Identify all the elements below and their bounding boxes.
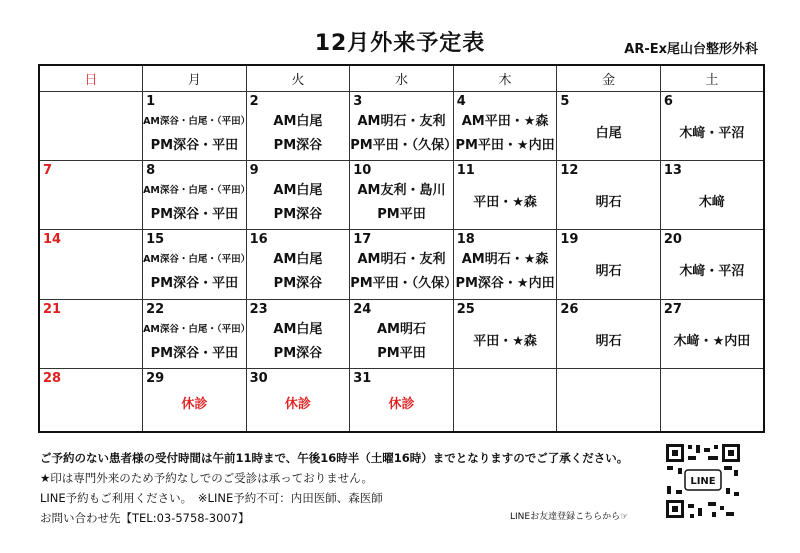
doctor-schedule: AM友利・島川: [357, 183, 446, 199]
day-number: 13: [663, 163, 682, 179]
weekday-fri: 金: [557, 65, 661, 92]
doctor-schedule: AM明石・友利: [357, 114, 446, 129]
day-cell: [350, 230, 458, 299]
day-number: 27: [663, 301, 682, 317]
weekday-tue: 火: [246, 65, 350, 92]
doctor-schedule: 白尾: [595, 126, 622, 141]
doctor-schedule: 明石: [595, 333, 622, 349]
doctor-schedule: PM深谷: [273, 138, 323, 153]
doctor-schedule: PM深谷・平田: [150, 207, 239, 223]
day-cell: [143, 230, 251, 299]
day-cell: [660, 161, 764, 230]
day-cell: [453, 299, 557, 368]
doctor-schedule: AM深谷・白尾・（平田）: [143, 116, 251, 127]
day-cell: [39, 92, 143, 161]
day-cell: [557, 230, 661, 299]
day-number: 29: [146, 370, 165, 386]
day-cell: [453, 92, 557, 161]
day-number: 2: [249, 94, 259, 109]
day-number: 10: [353, 163, 372, 179]
day-cell: [660, 368, 764, 432]
weekday-sun: 日: [39, 65, 143, 92]
note-line-reservation: LINE予約もご利用ください。 ※LINE予約不可：内田医師、森医師: [40, 491, 383, 505]
week-row: [39, 299, 764, 368]
weekday-thu: 木: [453, 65, 557, 92]
day-number: 11: [456, 163, 475, 179]
day-cell: [39, 230, 143, 299]
day-number: 28: [43, 370, 62, 386]
closed-label: 休診: [284, 396, 311, 412]
day-number: 31: [353, 370, 372, 386]
week-row: [39, 368, 764, 432]
day-cell: [350, 92, 458, 161]
clinic-name: AR-Ex尾山台整形外科: [624, 42, 758, 57]
day-cell: [453, 368, 557, 432]
note-specialist: ★印は専門外来のため予約なしでのご受診は承っておりません。: [40, 471, 373, 485]
day-number: [557, 369, 660, 387]
day-number: 9: [249, 163, 259, 179]
doctor-schedule: PM平田: [377, 345, 426, 361]
day-cell: [453, 230, 557, 299]
day-cell: [350, 368, 454, 432]
day-number: 14: [43, 232, 62, 248]
line-qr-code[interactable]: [664, 442, 742, 520]
doctor-schedule: PM深谷・平田: [150, 138, 239, 153]
week-row: [39, 161, 764, 230]
day-cell: [246, 299, 350, 368]
doctor-schedule: PM深谷・★内田: [455, 276, 555, 292]
weekday-sat: 土: [660, 65, 764, 92]
doctor-schedule: PM深谷・平田: [150, 276, 239, 292]
day-cell: [143, 161, 251, 230]
page-title: 12月外来予定表: [314, 31, 486, 56]
qr-line-label: LINE: [690, 476, 716, 487]
day-cell: [143, 92, 251, 161]
doctor-schedule: 平田・★森: [473, 333, 537, 349]
day-number: [454, 369, 557, 387]
day-cell: [39, 299, 143, 368]
doctor-schedule: AM平田・★森: [461, 114, 549, 129]
week-row: [39, 92, 764, 161]
day-number: 17: [353, 232, 372, 248]
weekday-mon: 月: [143, 65, 247, 92]
day-number: 16: [249, 232, 268, 248]
closed-label: 休診: [181, 396, 208, 412]
day-cell: [39, 161, 143, 230]
doctor-schedule: PM平田・★内田: [455, 138, 555, 153]
day-cell: [246, 92, 350, 161]
day-number: 7: [43, 163, 53, 179]
doctor-schedule: PM平田・（久保）: [350, 138, 458, 153]
doctor-schedule: PM平田: [377, 207, 426, 223]
day-number: 3: [353, 94, 363, 109]
day-number: [661, 369, 763, 387]
day-cell: [39, 368, 143, 432]
day-cell: [246, 161, 350, 230]
day-number: 20: [663, 232, 682, 248]
note-reception-hours: ご予約のない患者様の受付時間は午前11時まで、午後16時半（土曜16時）までとなりますのでご了承ください。: [40, 451, 629, 465]
doctor-schedule: AM深谷・白尾・（平田）: [143, 185, 251, 197]
doctor-schedule: PM深谷: [273, 276, 323, 292]
doctor-schedule: 木﨑・平沼: [679, 126, 745, 141]
closed-label: 休診: [388, 396, 415, 412]
day-number: 1: [146, 94, 156, 109]
doctor-schedule: AM明石: [376, 321, 426, 337]
day-number: 22: [146, 301, 165, 317]
day-cell: [143, 299, 251, 368]
doctor-schedule: 明石: [595, 264, 622, 280]
day-number: 5: [560, 94, 570, 109]
day-cell: [350, 299, 454, 368]
day-cell: [557, 161, 661, 230]
doctor-schedule: 木﨑: [698, 195, 725, 211]
day-number: 4: [456, 94, 466, 109]
line-register-text: LINEお友達登録こちらから☞: [510, 512, 629, 522]
doctor-schedule: PM深谷・平田: [150, 345, 239, 361]
day-cell: [660, 92, 764, 161]
doctor-schedule: 平田・★森: [473, 195, 537, 211]
doctor-schedule: AM深谷・白尾・（平田）: [143, 323, 251, 335]
day-cell: [143, 368, 247, 432]
day-cell: [453, 161, 557, 230]
day-cell: [350, 161, 454, 230]
doctor-schedule: AM白尾: [273, 321, 323, 337]
day-number: 26: [560, 301, 579, 317]
day-number: 24: [353, 301, 372, 317]
weekday-header-row: [39, 65, 764, 92]
doctor-schedule: 明石: [595, 195, 622, 211]
day-number: 18: [456, 232, 475, 248]
doctor-schedule: AM白尾: [273, 183, 323, 199]
doctor-schedule: PM深谷: [273, 207, 323, 223]
doctor-schedule: PM平田・（久保）: [350, 276, 458, 292]
day-number: 25: [456, 301, 475, 317]
doctor-schedule: AM明石・★森: [461, 252, 549, 268]
doctor-schedule: 木﨑・平沼: [679, 264, 745, 280]
day-cell: [660, 230, 764, 299]
day-number: 30: [249, 370, 268, 386]
day-number: 15: [146, 232, 165, 248]
doctor-schedule: AM白尾: [273, 252, 323, 268]
doctor-schedule: PM深谷: [273, 345, 323, 361]
note-contact: お問い合わせ先【TEL:03-5758-3007】: [40, 511, 250, 525]
schedule-calendar: [38, 64, 765, 433]
day-cell: [246, 230, 350, 299]
doctor-schedule: AM深谷・白尾・（平田）: [143, 254, 251, 266]
day-cell: [557, 368, 661, 432]
day-number: 21: [43, 301, 62, 317]
day-cell: [246, 368, 350, 432]
day-number: 6: [663, 94, 673, 109]
day-number: 23: [249, 301, 268, 317]
doctor-schedule: 木﨑・★内田: [673, 333, 751, 349]
week-row: [39, 230, 764, 299]
weekday-wed: 水: [350, 65, 454, 92]
day-cell: [557, 92, 661, 161]
day-number: [40, 92, 142, 110]
day-cell: [660, 299, 764, 368]
day-number: 8: [146, 163, 156, 179]
doctor-schedule: AM白尾: [273, 114, 323, 129]
doctor-schedule: AM明石・友利: [357, 252, 446, 268]
day-number: 19: [560, 232, 579, 248]
day-number: 12: [560, 163, 579, 179]
day-cell: [557, 299, 661, 368]
